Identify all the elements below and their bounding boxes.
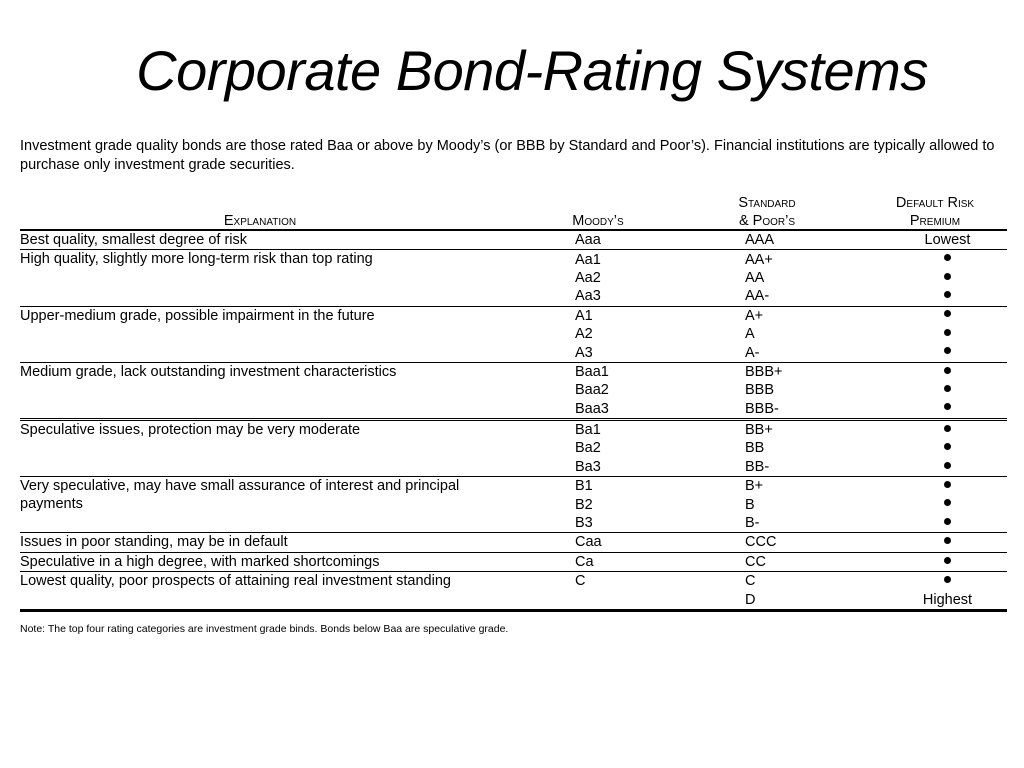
- bullet-dot-icon: [944, 462, 951, 469]
- header-sp-line1: Standard: [738, 195, 796, 211]
- premium-bullet: [895, 252, 1000, 268]
- bullet-dot-icon: [944, 557, 951, 564]
- header-explanation: Explanation: [223, 213, 297, 229]
- rating-group: [20, 363, 1007, 421]
- moodys-rating: Ba2: [575, 440, 601, 457]
- rating-group: [20, 477, 1007, 533]
- premium-label: Lowest: [924, 232, 971, 249]
- sp-rating: AAA: [745, 232, 775, 249]
- moodys-rating: Baa1: [575, 363, 609, 380]
- moodys-rating: C: [575, 573, 586, 590]
- header-default-risk-premium: [870, 194, 1000, 230]
- sp-rating: BBB-: [745, 400, 779, 417]
- premium-label: Highest: [922, 591, 973, 608]
- premium-bullet: [895, 515, 1000, 531]
- premium-bullet: [895, 270, 1000, 286]
- premium-bullet: [895, 326, 1000, 342]
- slide-title: Corporate Bond-Rating Systems: [136, 39, 928, 102]
- explanation-cell: Issues in poor standing, may be in default: [20, 534, 288, 551]
- rating-group: [20, 572, 1007, 612]
- bullet-dot-icon: [944, 481, 951, 488]
- sp-rating: C: [745, 573, 756, 590]
- sp-rating: A-: [745, 344, 760, 361]
- bullet-dot-icon: [944, 273, 951, 280]
- ratings-table: [20, 229, 1007, 612]
- bullet-dot-icon: [944, 310, 951, 317]
- bullet-dot-icon: [944, 576, 951, 583]
- sp-rating: CCC: [745, 534, 777, 551]
- premium-bullet: [895, 573, 1000, 589]
- rating-group: [20, 421, 1007, 477]
- premium-bullet: [895, 308, 1000, 324]
- bullet-dot-icon: [944, 499, 951, 506]
- moodys-rating: Aa3: [575, 288, 601, 305]
- explanation-cell: Speculative issues, protection may be very moderate: [20, 421, 361, 438]
- sp-rating: AA+: [745, 251, 773, 268]
- sp-rating: B+: [745, 478, 764, 495]
- table-row: [20, 514, 1007, 532]
- bullet-dot-icon: [944, 425, 951, 432]
- explanation-cell: Very speculative, may have small assurance of interest and principal payments: [20, 478, 460, 513]
- bullet-dot-icon: [944, 254, 951, 261]
- header-moodys: Moody’s: [572, 213, 624, 229]
- premium-bullet: [895, 364, 1000, 380]
- rating-group: [20, 231, 1007, 250]
- intro-paragraph: Investment grade quality bonds are those rated Baa or above by Moody’s (or BBB by Standard and Poor’s). Financial institutions are typically allowed to purchase only investment grade securities.: [20, 138, 995, 173]
- explanation-cell: High quality, slightly more long-term risk than top rating: [20, 251, 373, 268]
- bullet-dot-icon: [944, 347, 951, 354]
- moodys-rating: A3: [575, 344, 593, 361]
- bullet-dot-icon: [944, 537, 951, 544]
- header-premium-line1: Default Risk: [895, 195, 975, 211]
- moodys-rating: Baa3: [575, 400, 609, 417]
- footnote: Note: The top four rating categories are investment grade binds. Bonds below Baa are speculative grade.: [20, 623, 509, 635]
- bullet-dot-icon: [944, 518, 951, 525]
- sp-rating: BBB+: [745, 363, 783, 380]
- rating-group: [20, 250, 1007, 306]
- moodys-rating: Aaa: [575, 232, 601, 249]
- premium-bullet: [895, 459, 1000, 475]
- sp-rating: BB: [745, 440, 765, 457]
- premium-bullet: [895, 288, 1000, 304]
- sp-rating: A+: [745, 307, 764, 324]
- table-row: [20, 343, 1007, 361]
- bullet-dot-icon: [944, 291, 951, 298]
- bullet-dot-icon: [944, 443, 951, 450]
- table-row: [20, 400, 1007, 418]
- table-row: [20, 439, 1007, 457]
- table-row: [20, 287, 1007, 305]
- header-standard-poors: [712, 194, 822, 230]
- moodys-rating: B2: [575, 496, 593, 513]
- header-sp-line2: & Poor’s: [738, 213, 796, 229]
- premium-bullet: [895, 422, 1000, 438]
- rating-group: [20, 553, 1007, 572]
- header-premium-line2: Premium: [909, 213, 961, 229]
- moodys-rating: Ca: [575, 553, 594, 570]
- sp-rating: BB-: [745, 458, 770, 475]
- bullet-dot-icon: [944, 367, 951, 374]
- bullet-dot-icon: [944, 385, 951, 392]
- premium-bullet: [895, 440, 1000, 456]
- moodys-rating: Ba1: [575, 422, 601, 439]
- premium-bullet: [895, 534, 1000, 550]
- moodys-rating: Caa: [575, 534, 602, 551]
- moodys-rating: Aa2: [575, 269, 601, 286]
- explanation-cell: Best quality, smallest degree of risk: [20, 232, 247, 248]
- sp-rating: BB+: [745, 422, 773, 439]
- premium-bullet: [895, 497, 1000, 513]
- sp-rating: AA: [745, 269, 765, 286]
- moodys-rating: B1: [575, 478, 593, 495]
- explanation-cell: Lowest quality, poor prospects of attaining real investment standing: [20, 573, 451, 590]
- moodys-rating: B3: [575, 515, 593, 532]
- table-row: [20, 590, 1007, 608]
- premium-bullet: [895, 478, 1000, 494]
- sp-rating: BBB: [745, 382, 775, 399]
- sp-rating: AA-: [745, 288, 770, 305]
- table-row: [20, 381, 1007, 399]
- bullet-dot-icon: [944, 329, 951, 336]
- moodys-rating: Aa1: [575, 251, 601, 268]
- moodys-rating: A2: [575, 326, 593, 343]
- premium-bullet: [895, 554, 1000, 570]
- explanation-cell: Upper-medium grade, possible impairment in the future: [20, 307, 375, 324]
- rating-group: [20, 533, 1007, 552]
- sp-rating: D: [745, 591, 756, 608]
- premium-bullet: [895, 345, 1000, 361]
- rating-group: [20, 307, 1007, 363]
- table-row: [20, 269, 1007, 287]
- premium-bullet: [895, 382, 1000, 398]
- sp-rating: B: [745, 496, 755, 513]
- premium-bullet: [895, 401, 1000, 417]
- moodys-rating: A1: [575, 307, 593, 324]
- sp-rating: CC: [745, 553, 766, 570]
- sp-rating: A: [745, 326, 755, 343]
- moodys-rating: Ba3: [575, 458, 601, 475]
- table-row: [20, 458, 1007, 476]
- table-row: [20, 325, 1007, 343]
- sp-rating: B-: [745, 515, 760, 532]
- bullet-dot-icon: [944, 403, 951, 410]
- explanation-cell: Speculative in a high degree, with marked shortcomings: [20, 553, 380, 570]
- moodys-rating: Baa2: [575, 382, 609, 399]
- explanation-cell: Medium grade, lack outstanding investment characteristics: [20, 363, 397, 380]
